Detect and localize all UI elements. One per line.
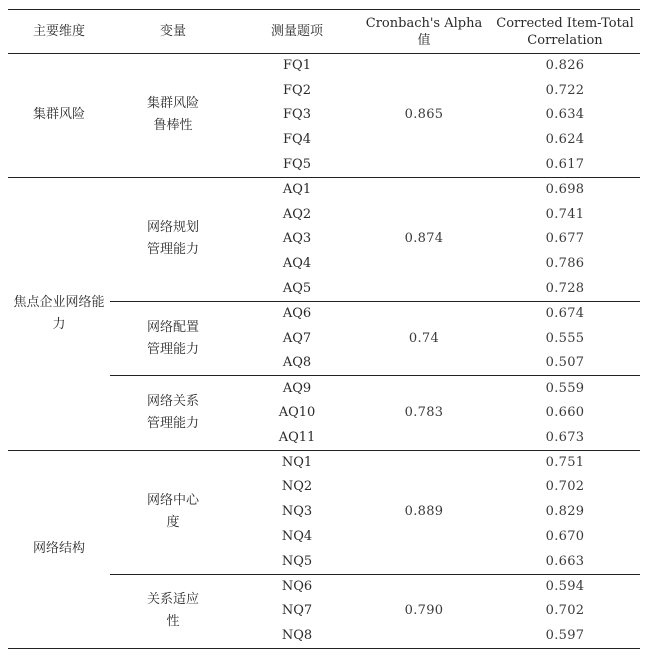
item-code-cell: AQ9 bbox=[236, 376, 358, 401]
item-code-cell: FQ2 bbox=[283, 82, 311, 98]
citc-cell: 0.722 bbox=[545, 82, 585, 98]
citc-cell: 0.597 bbox=[490, 624, 640, 649]
variable-cell: 集群风险鲁棒性 bbox=[146, 96, 199, 134]
item-code-cell: AQ5 bbox=[282, 280, 312, 296]
variable-cell: 关系适应性 bbox=[110, 574, 236, 648]
item-code-cell: AQ11 bbox=[278, 429, 316, 445]
citc-cell: 0.559 bbox=[490, 376, 640, 401]
alpha-cell: 0.790 bbox=[358, 574, 490, 648]
item-code-cell: NQ4 bbox=[281, 529, 313, 545]
citc-cell: 0.741 bbox=[545, 206, 585, 222]
alpha-cell: 0.865 bbox=[404, 107, 444, 123]
header-citc: Corrected Item-Total Correlation bbox=[490, 10, 640, 54]
citc-cell: 0.677 bbox=[545, 231, 585, 247]
citc-cell: 0.507 bbox=[545, 355, 585, 371]
table-header bbox=[8, 10, 640, 54]
dimension-cell: 集群风险 bbox=[32, 107, 85, 123]
item-code-cell: NQ7 bbox=[281, 603, 313, 619]
citc-cell: 0.673 bbox=[545, 429, 585, 445]
item-code-cell: NQ3 bbox=[281, 504, 313, 520]
citc-cell: 0.826 bbox=[545, 58, 585, 74]
citc-cell: 0.728 bbox=[545, 280, 585, 296]
alpha-cell: 0.783 bbox=[358, 376, 490, 450]
item-code-cell: FQ4 bbox=[283, 132, 311, 148]
variable-cell: 网络关系管理能力 bbox=[110, 376, 236, 450]
item-code-cell: NQ1 bbox=[236, 450, 358, 475]
header-dimension: 主要维度 bbox=[8, 10, 110, 54]
item-code-cell: AQ6 bbox=[236, 301, 358, 326]
item-code-cell: NQ2 bbox=[281, 479, 313, 495]
citc-cell: 0.702 bbox=[545, 603, 585, 619]
table-row bbox=[8, 54, 640, 79]
item-code-cell: AQ4 bbox=[282, 256, 312, 272]
item-code-cell: NQ5 bbox=[281, 553, 313, 569]
item-code-cell: NQ8 bbox=[236, 624, 358, 649]
item-code-cell: AQ10 bbox=[278, 405, 316, 421]
citc-cell: 0.670 bbox=[545, 529, 585, 545]
citc-cell: 0.660 bbox=[545, 405, 585, 421]
item-code-cell: AQ7 bbox=[282, 330, 312, 346]
dimension-cell: 焦点企业网络能力 bbox=[8, 177, 110, 450]
table-row bbox=[8, 450, 640, 475]
header-row bbox=[8, 10, 640, 54]
citc-cell: 0.698 bbox=[490, 177, 640, 202]
citc-cell: 0.634 bbox=[545, 107, 585, 123]
item-code-cell: FQ3 bbox=[283, 107, 311, 123]
citc-cell: 0.702 bbox=[545, 479, 585, 495]
header-item: 测量题项 bbox=[236, 10, 358, 54]
table-body bbox=[8, 54, 640, 649]
item-code-cell: FQ1 bbox=[283, 58, 311, 74]
dimension-cell: 网络结构 bbox=[8, 450, 110, 648]
item-code-cell: FQ5 bbox=[283, 156, 311, 172]
citc-cell: 0.751 bbox=[490, 450, 640, 475]
table-row bbox=[8, 177, 640, 202]
alpha-cell: 0.889 bbox=[358, 450, 490, 574]
item-code-cell: NQ6 bbox=[236, 574, 358, 599]
citc-cell: 0.617 bbox=[545, 156, 585, 172]
item-code-cell: AQ2 bbox=[282, 206, 312, 222]
reliability-table bbox=[8, 9, 640, 649]
alpha-cell: 0.874 bbox=[358, 177, 490, 301]
item-code-cell: AQ1 bbox=[236, 177, 358, 202]
item-code-cell: AQ3 bbox=[282, 231, 312, 247]
citc-cell: 0.829 bbox=[545, 504, 585, 520]
citc-cell: 0.624 bbox=[545, 132, 585, 148]
citc-cell: 0.594 bbox=[490, 574, 640, 599]
header-alpha: Cronbach's Alpha 值 bbox=[358, 10, 490, 54]
variable-cell: 网络中心度 bbox=[110, 450, 236, 574]
variable-cell: 网络规划管理能力 bbox=[110, 177, 236, 301]
citc-cell: 0.555 bbox=[545, 330, 585, 346]
citc-cell: 0.663 bbox=[545, 553, 585, 569]
variable-cell: 网络配置管理能力 bbox=[110, 301, 236, 375]
item-code-cell: AQ8 bbox=[282, 355, 312, 371]
citc-cell: 0.674 bbox=[490, 301, 640, 326]
header-variable: 变量 bbox=[110, 10, 236, 54]
citc-cell: 0.786 bbox=[545, 256, 585, 272]
alpha-cell: 0.74 bbox=[358, 301, 490, 375]
